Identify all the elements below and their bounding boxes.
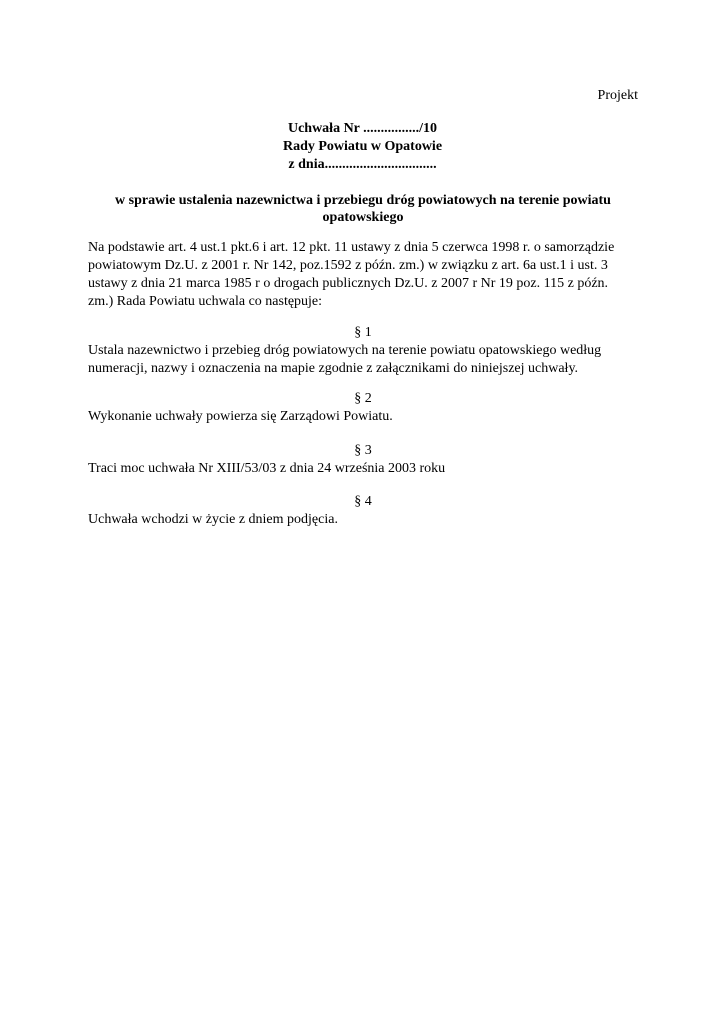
subject-line-2: opatowskiego [322,210,404,225]
council-name: Rady Powiatu w Opatowie [282,139,443,154]
paragraph-2-line-1: Wykonanie uchwały powierza się Zarządowi Powiatu. [88,409,393,424]
paragraph-3-sign: § 3 [354,443,372,458]
subject-line-1: w sprawie ustalenia nazewnictwa i przebiegu dróg powiatowych na terenie powiatu [115,193,611,208]
paragraph-4-sign: § 4 [354,494,372,509]
paragraph-1-text [88,342,648,378]
paragraph-4-line-1: Uchwała wchodzi w życie z dniem podjęcia. [88,512,338,527]
paragraph-1-sign: § 1 [354,325,372,340]
draft-status-label: Projekt [597,88,638,103]
paragraph-3-text [88,460,648,478]
legal-basis [88,239,648,311]
legal-basis-line-2: powiatowym Dz.U. z 2001 r. Nr 142, poz.1592 z późn. zm.) w związku z art. 6a ust.1 i ust. 3 [88,258,608,273]
resolution-date: z dnia................................ [288,157,437,172]
resolution-header [0,120,725,174]
paragraph-1-line-2: numeracji, nazwy i oznaczenia na mapie zgodnie z załącznikami do niniejszej uchwały. [88,361,579,376]
resolution-number: Uchwała Nr ................/10 [287,121,438,136]
paragraph-3-line-1: Traci moc uchwała Nr XIII/53/03 z dnia 24 września 2003 roku [88,461,446,476]
paragraph-2-text [88,408,648,426]
legal-basis-line-4: zm.) Rada Powiatu uchwala co następuje: [88,294,323,309]
legal-basis-line-1: Na podstawie art. 4 ust.1 pkt.6 i art. 12 pkt. 11 ustawy z dnia 5 czerwca 1998 r. o samorządzie [88,240,615,255]
legal-basis-line-3: ustawy z dnia 21 marca 1985 r o drogach publicznych Dz.U. z 2007 r Nr 19 poz. 115 z późn. [88,276,609,291]
paragraph-4-text [88,511,648,529]
paragraph-1-line-1: Ustala nazewnictwo i przebieg dróg powiatowych na terenie powiatu opatowskiego według [88,343,602,358]
paragraph-2-sign: § 2 [354,391,372,406]
resolution-subject [88,192,638,226]
